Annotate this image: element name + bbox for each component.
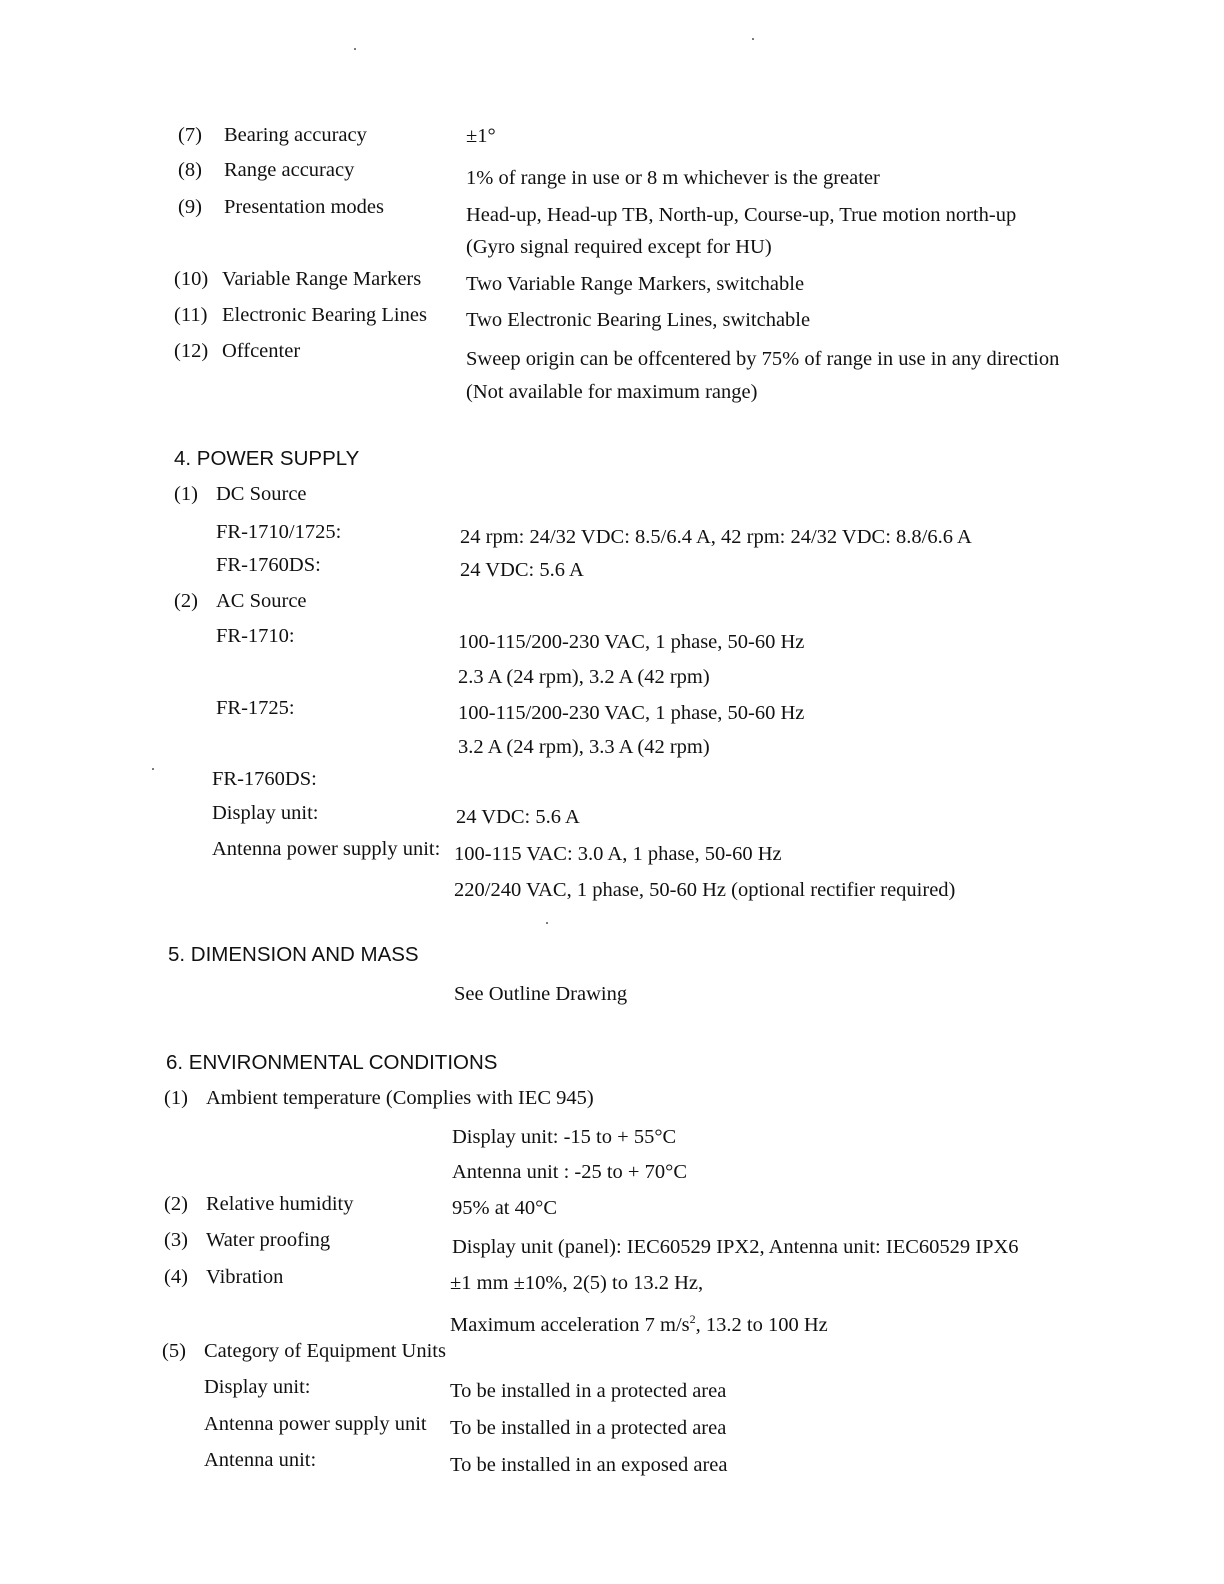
unit-label: Display unit: bbox=[212, 802, 319, 824]
item-label: Relative humidity bbox=[206, 1193, 354, 1215]
scan-speck bbox=[152, 768, 154, 770]
item-num: (7) bbox=[178, 124, 202, 146]
item-num: (1) bbox=[174, 483, 198, 505]
unit-label: Display unit: bbox=[204, 1376, 311, 1398]
item-value: See Outline Drawing bbox=[454, 983, 628, 1005]
item-value: Display unit (panel): IEC60529 IPX2, Antenna unit: IEC60529 IPX6 bbox=[452, 1236, 1019, 1258]
unit-label: Antenna power supply unit: bbox=[212, 838, 441, 860]
item-value: Head-up, Head-up TB, North-up, Course-up, True motion north-up bbox=[466, 204, 1017, 226]
model-label: FR-1760DS: bbox=[212, 768, 317, 790]
model-label: FR-1725: bbox=[216, 697, 295, 719]
unit-label: Antenna power supply unit bbox=[204, 1413, 427, 1435]
item-label: Category of Equipment Units bbox=[204, 1340, 446, 1362]
model-label: FR-1760DS: bbox=[216, 554, 321, 576]
item-num: (2) bbox=[174, 590, 198, 612]
item-value: ±1 mm ±10%, 2(5) to 13.2 Hz, bbox=[450, 1272, 704, 1294]
item-label: Bearing accuracy bbox=[224, 124, 367, 146]
item-num: (8) bbox=[178, 159, 202, 181]
item-value: To be installed in a protected area bbox=[450, 1417, 727, 1439]
section-heading: 6. ENVIRONMENTAL CONDITIONS bbox=[166, 1051, 498, 1074]
item-num: (2) bbox=[164, 1193, 188, 1215]
item-num: (11) bbox=[174, 304, 208, 326]
item-value: 100-115 VAC: 3.0 A, 1 phase, 50-60 Hz bbox=[454, 843, 782, 865]
item-label: DC Source bbox=[216, 483, 307, 505]
item-value: Two Electronic Bearing Lines, switchable bbox=[466, 309, 811, 331]
item-value: 100-115/200-230 VAC, 1 phase, 50-60 Hz bbox=[458, 702, 805, 724]
item-label: Vibration bbox=[206, 1266, 284, 1288]
item-value: Antenna unit : -25 to + 70°C bbox=[452, 1161, 687, 1183]
acceleration-text: Maximum acceleration 7 m/s bbox=[450, 1313, 690, 1336]
item-value: 24 VDC: 5.6 A bbox=[456, 806, 580, 828]
item-label: Variable Range Markers bbox=[222, 268, 422, 290]
item-label: Water proofing bbox=[206, 1229, 331, 1251]
section-heading: 4. POWER SUPPLY bbox=[174, 447, 360, 470]
item-label: Ambient temperature (Complies with IEC 945) bbox=[206, 1087, 594, 1109]
scan-speck bbox=[752, 38, 754, 40]
superscript: 2 bbox=[689, 1312, 696, 1326]
item-label: Offcenter bbox=[222, 340, 301, 362]
model-label: FR-1710/1725: bbox=[216, 521, 342, 543]
item-value: (Not available for maximum range) bbox=[466, 381, 758, 403]
item-num: (1) bbox=[164, 1087, 188, 1109]
item-value: 3.2 A (24 rpm), 3.3 A (42 rpm) bbox=[458, 736, 710, 758]
item-value: 1% of range in use or 8 m whichever is the greater bbox=[466, 167, 880, 189]
scan-speck bbox=[354, 48, 356, 50]
item-num: (3) bbox=[164, 1229, 188, 1251]
item-value: (Gyro signal required except for HU) bbox=[466, 236, 772, 258]
item-value: Display unit: -15 to + 55°C bbox=[452, 1126, 677, 1148]
item-value: To be installed in a protected area bbox=[450, 1380, 727, 1402]
item-value bbox=[450, 1307, 828, 1337]
item-value: 24 VDC: 5.6 A bbox=[460, 559, 584, 581]
item-label: Range accuracy bbox=[224, 159, 355, 181]
item-num: (12) bbox=[174, 340, 209, 362]
scan-speck bbox=[546, 922, 548, 924]
item-value: Two Variable Range Markers, switchable bbox=[466, 273, 805, 295]
item-value: 100-115/200-230 VAC, 1 phase, 50-60 Hz bbox=[458, 631, 805, 653]
unit-label: Antenna unit: bbox=[204, 1449, 317, 1471]
item-num: (10) bbox=[174, 268, 209, 290]
item-num: (5) bbox=[162, 1340, 186, 1362]
item-label: Presentation modes bbox=[224, 196, 384, 218]
item-value: ±1° bbox=[466, 125, 496, 147]
item-label: Electronic Bearing Lines bbox=[222, 304, 427, 326]
section-heading: 5. DIMENSION AND MASS bbox=[168, 943, 419, 966]
item-value: 220/240 VAC, 1 phase, 50-60 Hz (optional rectifier required) bbox=[454, 879, 956, 901]
item-num: (4) bbox=[164, 1266, 188, 1288]
item-value: Sweep origin can be offcentered by 75% of range in use in any direction bbox=[466, 348, 1060, 370]
item-value: To be installed in an exposed area bbox=[450, 1454, 728, 1476]
acceleration-range: , 13.2 to 100 Hz bbox=[695, 1313, 828, 1336]
item-value: 24 rpm: 24/32 VDC: 8.5/6.4 A, 42 rpm: 24/32 VDC: 8.8/6.6 A bbox=[460, 526, 972, 548]
model-label: FR-1710: bbox=[216, 625, 295, 647]
item-value: 95% at 40°C bbox=[452, 1197, 557, 1219]
item-label: AC Source bbox=[216, 590, 307, 612]
item-num: (9) bbox=[178, 196, 202, 218]
item-value: 2.3 A (24 rpm), 3.2 A (42 rpm) bbox=[458, 666, 710, 688]
